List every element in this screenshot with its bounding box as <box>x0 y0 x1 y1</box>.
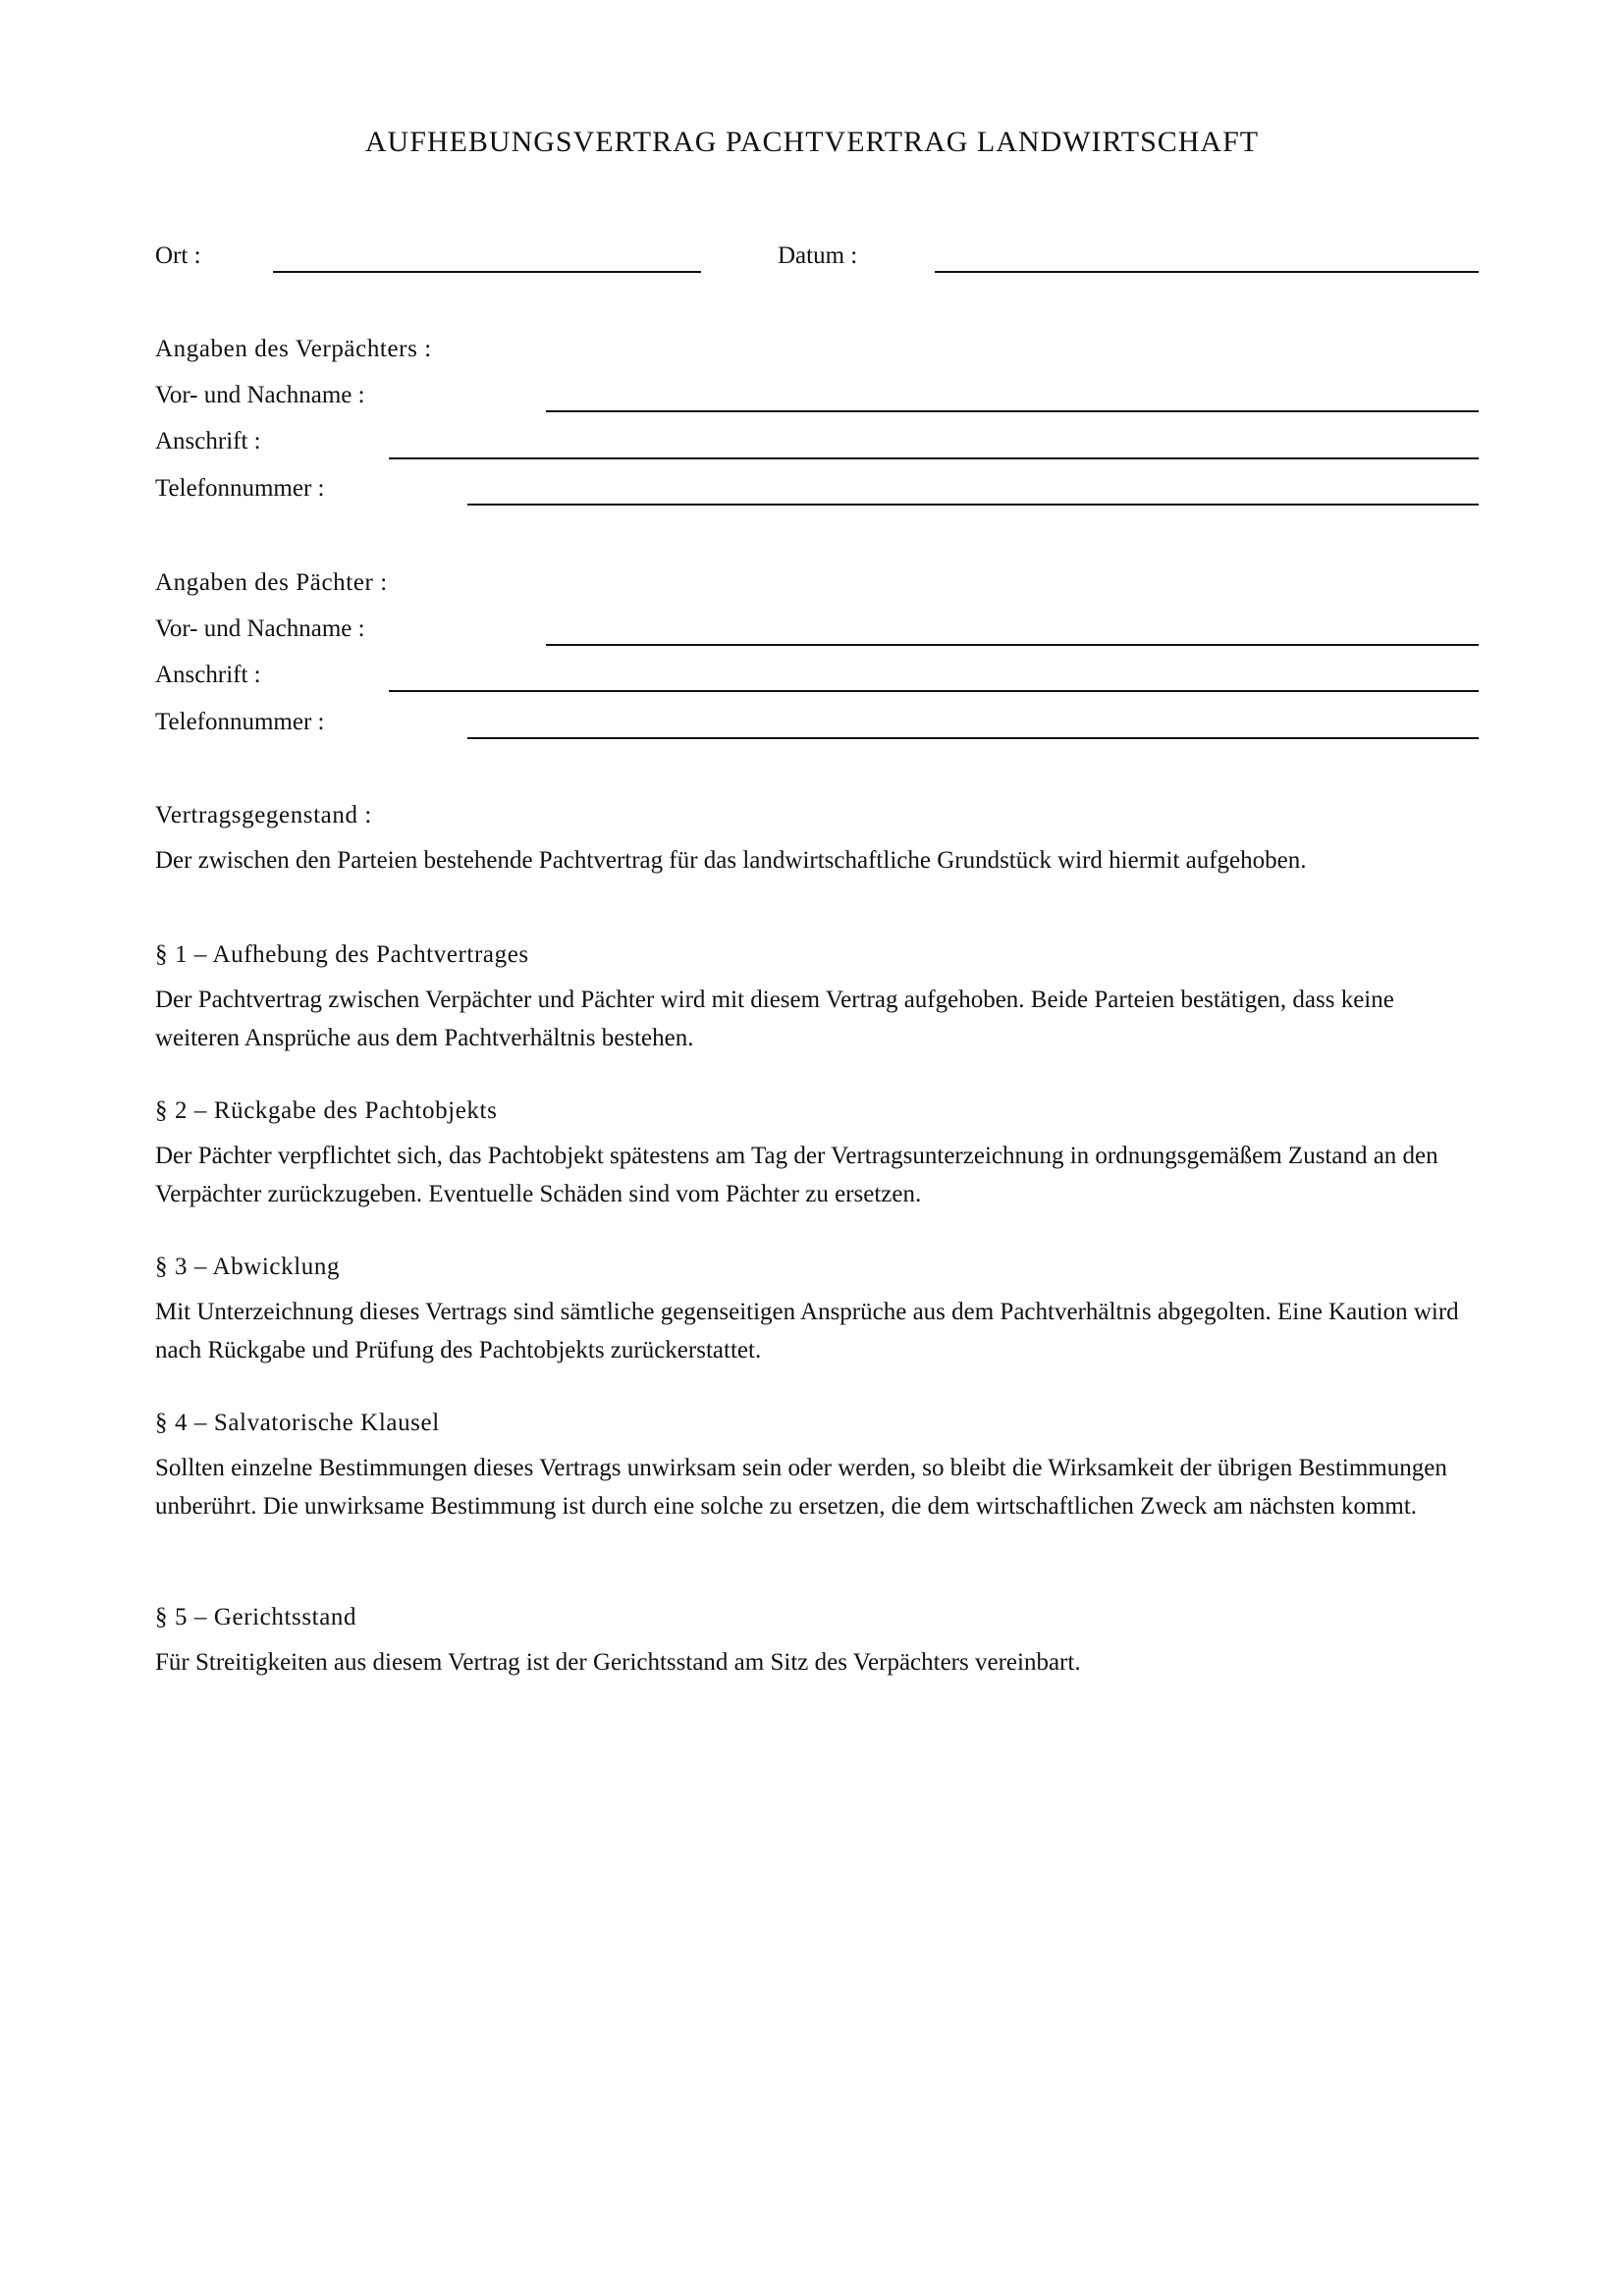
verpaechter-heading: Angaben des Verpächters : <box>155 336 432 362</box>
paechter-address-field[interactable] <box>389 690 1479 692</box>
paechter-heading: Angaben des Pächter : <box>155 569 388 596</box>
paechter-name-field[interactable] <box>546 644 1479 646</box>
verpaechter-name-label: Vor- und Nachname : <box>155 382 365 408</box>
paechter-phone-field[interactable] <box>467 737 1479 739</box>
section-2-text: Der Pächter verpflichtet sich, das Pachtobjekt spätestens am Tag der Vertragsunterzeichnung in ordnungsgemäßem Zustand an den Verpächter zurückzugeben. Eventuelle Schäden sind vom Pächter zu ersetzen. <box>155 1143 1438 1207</box>
paechter-address-label: Anschrift : <box>155 662 261 688</box>
datum-field[interactable] <box>935 271 1479 273</box>
section-4-text: Sollten einzelne Bestimmungen dieses Vertrags unwirksam sein oder werden, so bleibt die Wirksamkeit der übrigen Bestimmungen unberührt. Die unwirksame Bestimmung ist durch eine solche zu ersetzen, die dem wirtschaftlichen Zweck am nächsten kommt. <box>155 1455 1447 1520</box>
verpaechter-phone-label: Telefonnummer : <box>155 475 325 502</box>
datum-label: Datum : <box>778 242 858 269</box>
verpaechter-address-label: Anschrift : <box>155 428 261 454</box>
ort-label: Ort : <box>155 242 201 269</box>
verpaechter-phone-field[interactable] <box>467 504 1479 506</box>
subject-heading: Vertragsgegenstand : <box>155 802 372 828</box>
section-5-heading: § 5 – Gerichtsstand <box>155 1604 357 1630</box>
section-3-text: Mit Unterzeichnung dieses Vertrags sind sämtliche gegenseitigen Ansprüche aus dem Pachtverhältnis abgegolten. Eine Kaution wird nach Rückgabe und Prüfung des Pachtobjekts zurückerstattet. <box>155 1299 1459 1363</box>
paechter-phone-label: Telefonnummer : <box>155 709 325 735</box>
page-title: AUFHEBUNGSVERTRAG PACHTVERTRAG LANDWIRTSCHAFT <box>364 126 1260 158</box>
ort-field[interactable] <box>273 271 701 273</box>
verpaechter-name-field[interactable] <box>546 410 1479 412</box>
subject-text: Der zwischen den Parteien bestehende Pachtvertrag für das landwirtschaftliche Grundstück wird hiermit aufgehoben. <box>155 847 1307 874</box>
verpaechter-address-field[interactable] <box>389 457 1479 459</box>
section-2-heading: § 2 – Rückgabe des Pachtobjekts <box>155 1097 498 1124</box>
section-3-heading: § 3 – Abwicklung <box>155 1254 341 1280</box>
section-1-heading: § 1 – Aufhebung des Pachtvertrages <box>155 941 529 968</box>
paechter-name-label: Vor- und Nachname : <box>155 615 365 642</box>
section-1-text: Der Pachtvertrag zwischen Verpächter und Pächter wird mit diesem Vertrag aufgehoben. Beide Parteien bestätigen, dass keine weiteren Ansprüche aus dem Pachtverhältnis bestehen. <box>155 987 1394 1051</box>
section-5-text: Für Streitigkeiten aus diesem Vertrag ist der Gerichtsstand am Sitz des Verpächters vereinbart. <box>155 1649 1081 1676</box>
section-4-heading: § 4 – Salvatorische Klausel <box>155 1410 440 1436</box>
